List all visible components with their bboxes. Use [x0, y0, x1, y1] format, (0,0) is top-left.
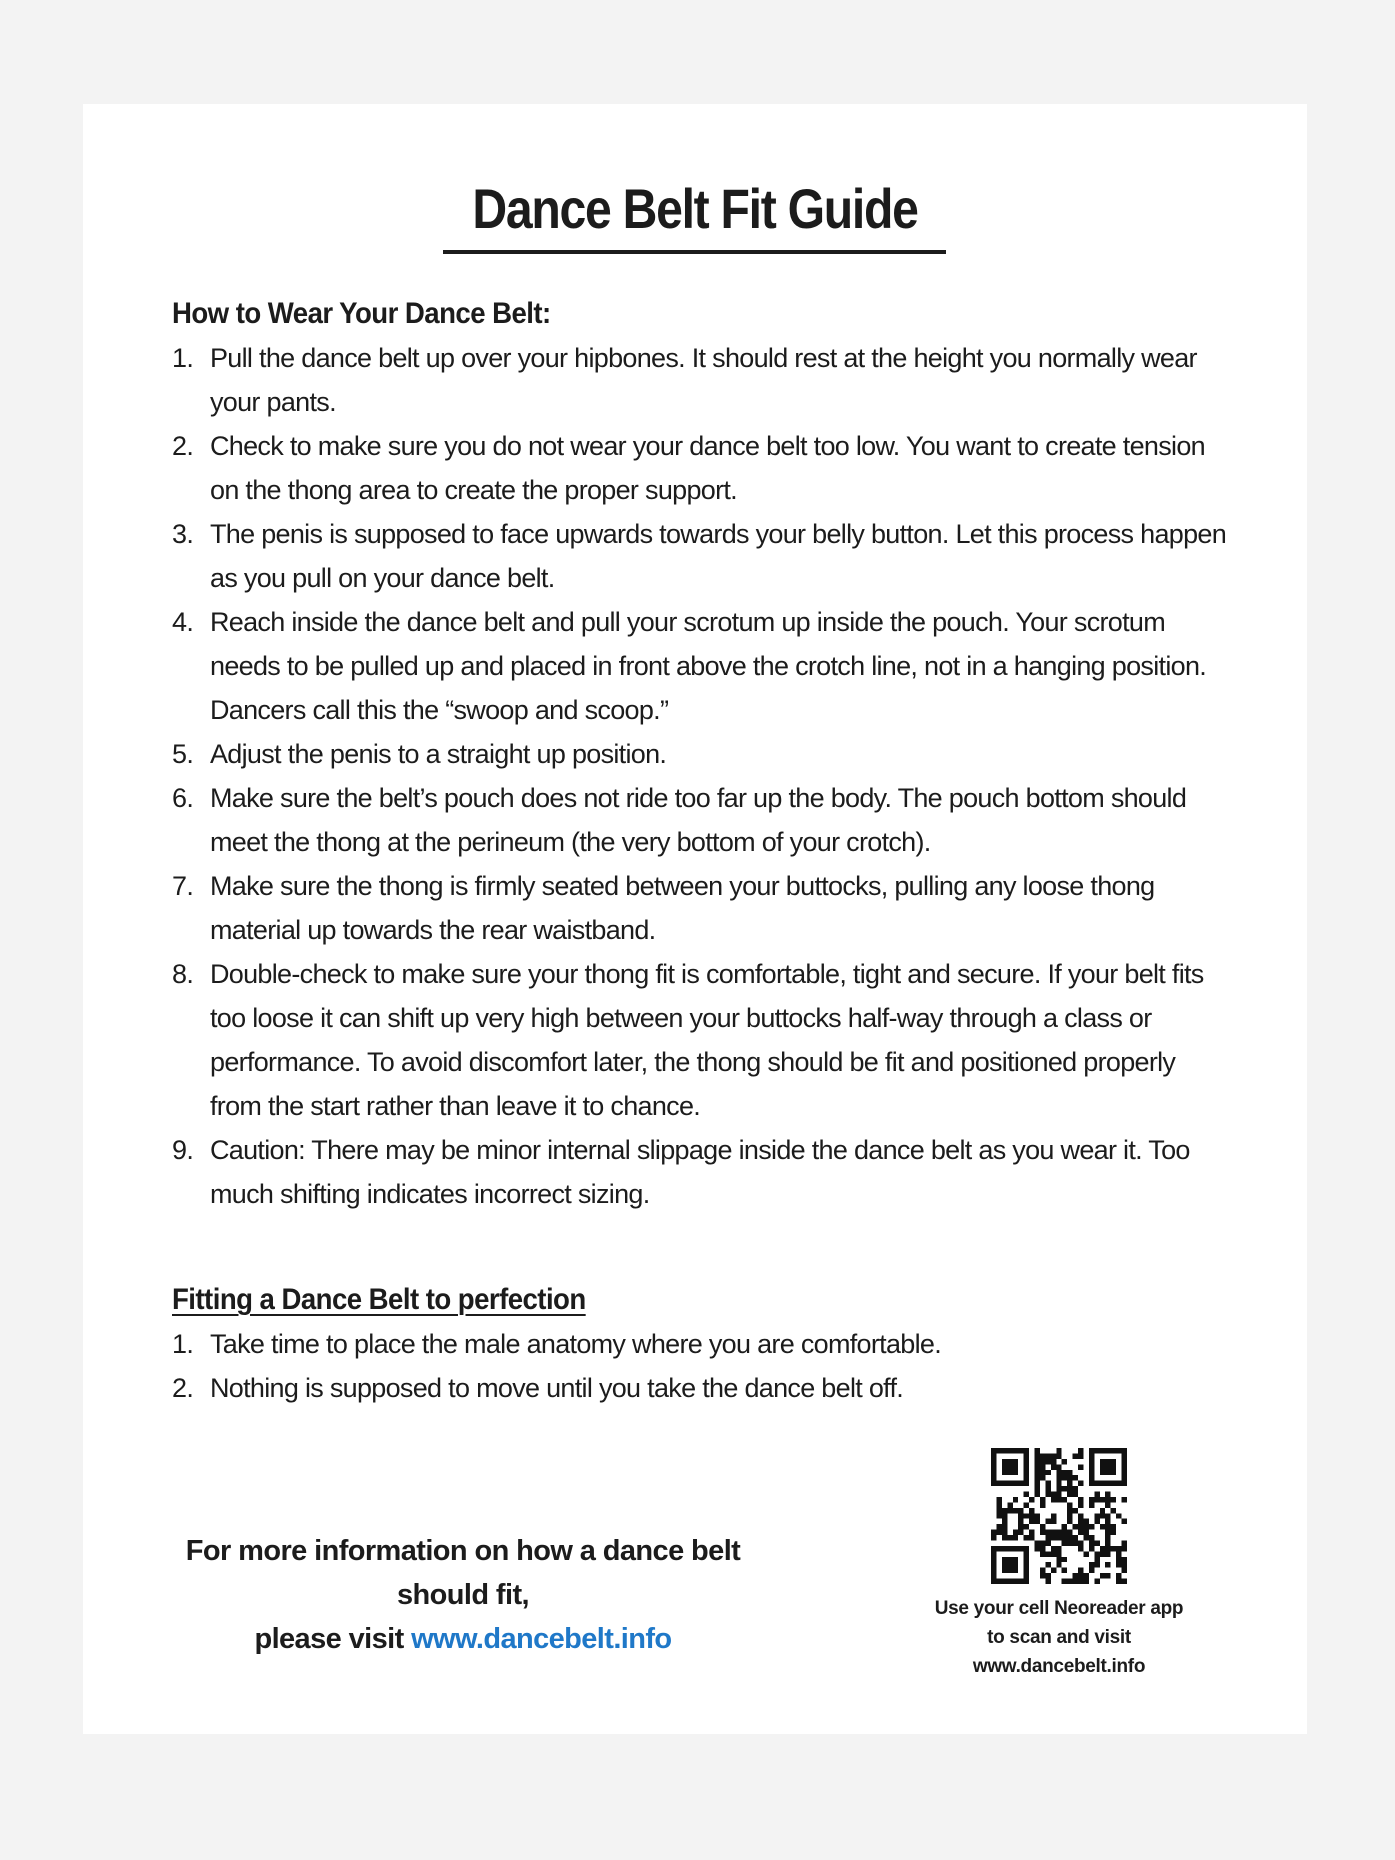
list-item: [172, 864, 1232, 952]
document-title: Dance Belt Fit Guide: [472, 177, 918, 240]
more-info-line-1: For more information on how a dance belt should fit,: [185, 1535, 741, 1611]
section-heading: [172, 1278, 1147, 1322]
section-heading: How to Wear Your Dance Belt:: [172, 297, 551, 330]
qr-caption: [913, 1594, 1205, 1681]
item-text: Make sure the belt’s pouch does not ride too far up the body. The pouch bottom should meet the thong at the perineum (the very bottom of your crotch).: [210, 783, 1187, 857]
item-text: Caution: There may be minor internal slippage inside the dance belt as you wear it. Too much shifting indicates incorrect sizing.: [210, 1135, 1190, 1209]
section-heading-text: Fitting a Dance Belt to perfection: [172, 1283, 586, 1316]
more-info-line-2: [183, 1617, 743, 1661]
item-number: 9.: [172, 1135, 194, 1165]
steps-list: [172, 336, 1232, 1216]
title-underline: [443, 250, 946, 254]
list-item: [172, 776, 1232, 864]
list-item: [172, 424, 1232, 512]
item-text: The penis is supposed to face upwards towards your belly button. Let this process happen as you pull on your dance belt.: [210, 519, 1227, 593]
item-number: 4.: [172, 607, 194, 637]
list-item: [172, 1366, 1232, 1410]
fitting-section: [172, 1278, 1232, 1410]
item-text: Check to make sure you do not wear your dance belt too low. You want to create tension on the thong area to create the proper support.: [210, 431, 1205, 505]
website-link[interactable]: www.dancebelt.info: [411, 1623, 672, 1655]
item-number: 1.: [172, 343, 194, 373]
list-item: [172, 952, 1232, 1128]
item-text: Adjust the penis to a straight up position.: [210, 739, 667, 769]
item-number: 3.: [172, 519, 194, 549]
item-number: 8.: [172, 959, 194, 989]
item-text: Take time to place the male anatomy where you are comfortable.: [210, 1329, 941, 1359]
item-text: Reach inside the dance belt and pull your scrotum up inside the pouch. Your scrotum needs to be pulled up and placed in front above the crotch line, not in a hanging position. Dancers call this the “swoop and scoop.”: [210, 607, 1207, 725]
document-sheet: [83, 104, 1307, 1734]
qr-code-icon: [991, 1448, 1127, 1584]
qr-caption-line-3: www.dancebelt.info: [972, 1656, 1146, 1677]
item-number: 2.: [172, 1373, 194, 1403]
item-number: 1.: [172, 1329, 194, 1359]
list-item: [172, 1128, 1232, 1216]
steps-list: [172, 1322, 1232, 1410]
item-text: Double-check to make sure your thong fit is comfortable, tight and secure. If your belt fits too loose it can shift up very high between your buttocks half-way through a class or performance. To avoid discomfort later, the thong should be fit and positioned properly from the start rather than leave it to chance.: [210, 959, 1204, 1121]
item-text: Pull the dance belt up over your hipbones. It should rest at the height you normally wear your pants.: [210, 343, 1197, 417]
list-item: [172, 512, 1232, 600]
how-to-wear-section: [172, 292, 1232, 1216]
list-item: [172, 732, 1232, 776]
item-number: 7.: [172, 871, 194, 901]
list-item: [172, 600, 1232, 732]
qr-caption-line-2: to scan and visit: [987, 1627, 1131, 1648]
item-text: Nothing is supposed to move until you take the dance belt off.: [210, 1373, 904, 1403]
visit-prefix: please visit: [254, 1623, 412, 1655]
qr-caption-line-1: Use your cell Neoreader app: [934, 1598, 1184, 1619]
more-info-text: [183, 1529, 743, 1661]
list-item: [172, 336, 1232, 424]
item-number: 5.: [172, 739, 194, 769]
list-item: [172, 1322, 1232, 1366]
item-text: Make sure the thong is firmly seated between your buttocks, pulling any loose thong material up towards the rear waistband.: [210, 871, 1155, 945]
item-number: 2.: [172, 431, 194, 461]
item-number: 6.: [172, 783, 194, 813]
